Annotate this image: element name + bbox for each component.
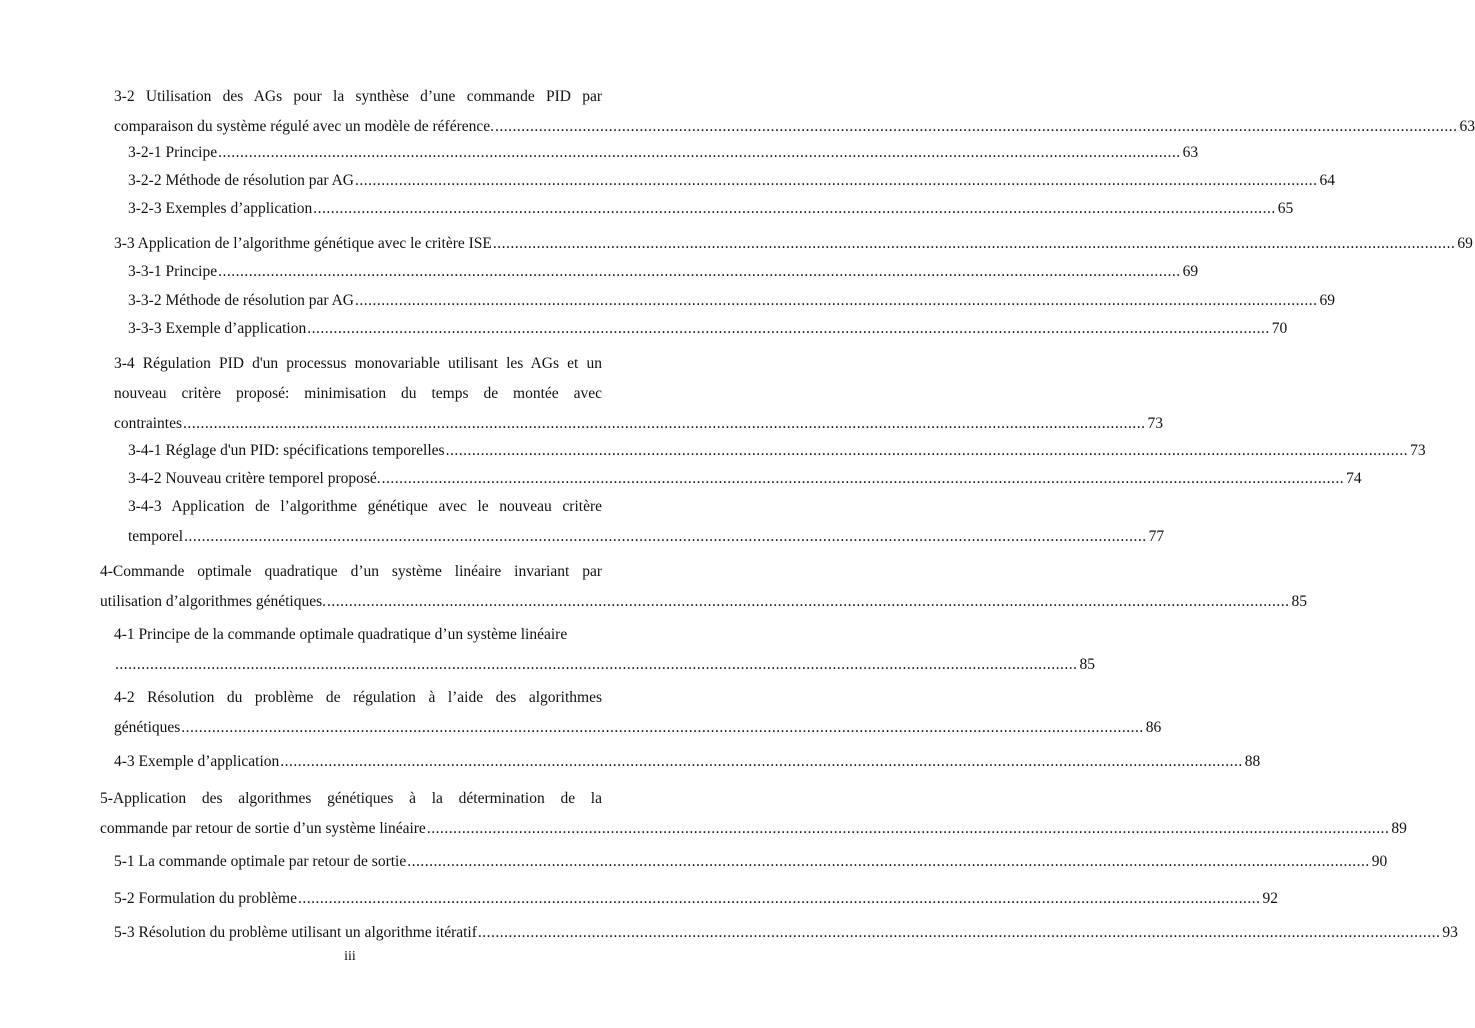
- toc-entry-3-2-3[interactable]: [128, 194, 1294, 224]
- dot-leader: ............................................................................................................................................................................................................................: [297, 890, 1261, 907]
- dot-leader: ............................................................................................................................................................................................................................: [181, 719, 1144, 736]
- toc-entry-3-3[interactable]: [114, 229, 1473, 259]
- toc-entry-3-2[interactable]: [114, 82, 1475, 142]
- toc-page-number: 92: [1262, 890, 1278, 907]
- toc-entry-3-3-2[interactable]: [128, 286, 1335, 316]
- dot-leader: ............................................................................................................................................................................................................................: [218, 144, 1181, 161]
- toc-entry-text: nouveau critère proposé: minimisation du temps de montée avec: [114, 385, 602, 402]
- toc-page-number: 64: [1319, 172, 1335, 189]
- toc-entry-4-2[interactable]: [114, 683, 1162, 743]
- toc-page-number: 85: [1291, 593, 1307, 610]
- dot-leader: ............................................................................................................................................................................................................................: [115, 656, 1078, 673]
- dot-leader: ............................................................................................................................................................................................................................: [381, 470, 1345, 487]
- dot-leader: ............................................................................................................................................................................................................................: [218, 263, 1181, 280]
- toc-entry-text: 3-4 Régulation PID d'un processus monovariable utilisant les AGs et un: [114, 355, 602, 372]
- toc-entry-text: 3-3 Application de l’algorithme génétique avec le critère ISE: [114, 235, 492, 252]
- toc-page-number: 77: [1148, 528, 1165, 545]
- dot-leader: ............................................................................................................................................................................................................................: [280, 753, 1243, 770]
- toc-entry-text: 4-3 Exemple d’application: [114, 753, 280, 770]
- toc-page-number: 70: [1271, 320, 1288, 337]
- toc-entry-text: 3-2-3 Exemples d’application: [128, 200, 313, 217]
- toc-page-number: 63: [1459, 118, 1475, 135]
- toc-entry-4[interactable]: [100, 557, 1307, 617]
- toc-entry-text: 4-2 Résolution du problème de régulation à l’aide des algorithmes: [114, 689, 602, 706]
- toc-entry-text: 5-2 Formulation du problème: [114, 890, 297, 907]
- dot-leader: ............................................................................................................................................................................................................................: [355, 292, 1318, 309]
- toc-entry-3-4-1[interactable]: [128, 436, 1426, 466]
- dot-leader: ............................................................................................................................................................................................................................: [307, 320, 1270, 337]
- toc-page-number: 65: [1277, 200, 1294, 217]
- toc-entry-3-3-3[interactable]: [128, 314, 1288, 344]
- toc-page-number: 74: [1346, 470, 1362, 487]
- toc-entry-text: temporel: [128, 528, 184, 545]
- toc-entry-text: contraintes: [114, 415, 183, 432]
- toc-entry-text: 3-4-1 Réglage d'un PID: spécifications temporelles: [128, 442, 445, 459]
- dot-leader: ............................................................................................................................................................................................................................: [355, 172, 1318, 189]
- toc-entry-text: 3-2-1 Principe: [128, 144, 218, 161]
- toc-page-number: 86: [1145, 719, 1162, 736]
- toc-entry-text: 5-3 Résolution du problème utilisant un algorithme itératif: [114, 924, 477, 941]
- toc-entry-text: commande par retour de sortie d’un système linéaire: [100, 820, 426, 837]
- toc-entry-text: 5-1 La commande optimale par retour de sortie: [114, 853, 407, 870]
- toc-page-number: 85: [1079, 656, 1095, 673]
- toc-entry-text: 3-2 Utilisation des AGs pour la synthèse d’une commande PID par: [114, 88, 602, 105]
- toc-entry-text: 3-2-2 Méthode de résolution par AG: [128, 172, 354, 189]
- dot-leader: ............................................................................................................................................................................................................................: [445, 442, 1409, 459]
- toc-entry-text: génétiques: [114, 719, 181, 736]
- toc-entry-text: 4-1 Principe de la commande optimale quadratique d’un système linéaire: [114, 626, 568, 643]
- dot-leader: ............................................................................................................................................................................................................................: [313, 200, 1276, 217]
- toc-page-number: 93: [1442, 924, 1458, 941]
- toc-entry-text: 3-4-2 Nouveau critère temporel proposé.: [128, 470, 381, 487]
- toc-entry-3-2-2[interactable]: [128, 166, 1335, 196]
- dot-leader: ............................................................................................................................................................................................................................: [407, 853, 1370, 870]
- toc-entry-3-4-2[interactable]: [128, 464, 1362, 494]
- dot-leader: ............................................................................................................................................................................................................................: [495, 118, 1458, 135]
- page-number: iii: [344, 949, 356, 964]
- toc-entry-text: 5-Application des algorithmes génétiques à la détermination de la: [100, 790, 602, 807]
- dot-leader: ............................................................................................................................................................................................................................: [183, 415, 1146, 432]
- dot-leader: ............................................................................................................................................................................................................................: [477, 924, 1441, 941]
- toc-entry-5-2[interactable]: [114, 884, 1278, 914]
- toc-page-number: 89: [1391, 820, 1407, 837]
- toc-entry-3-4[interactable]: [114, 349, 1164, 439]
- toc-entry-text: 3-4-3 Application de l’algorithme génétique avec le nouveau critère: [128, 498, 602, 515]
- toc-page-number: 73: [1410, 442, 1426, 459]
- dot-leader: ............................................................................................................................................................................................................................: [184, 528, 1147, 545]
- toc-entry-text: 3-3-3 Exemple d’application: [128, 320, 307, 337]
- toc-page-number: 69: [1182, 263, 1199, 280]
- toc-page-number: 63: [1182, 144, 1199, 161]
- toc-entry-text: utilisation d’algorithmes génétiques.: [100, 593, 326, 610]
- toc-entry-5-3[interactable]: [114, 918, 1458, 948]
- toc-entry-text: comparaison du système régulé avec un modèle de référence.: [114, 118, 495, 135]
- dot-leader: ............................................................................................................................................................................................................................: [492, 235, 1456, 252]
- dot-leader: ............................................................................................................................................................................................................................: [426, 820, 1390, 837]
- toc-page-number: 69: [1457, 235, 1473, 252]
- toc-entry-3-4-3[interactable]: [128, 492, 1165, 552]
- toc-entry-text: 4-Commande optimale quadratique d’un système linéaire invariant par: [100, 563, 602, 580]
- toc-entry-5[interactable]: [100, 784, 1407, 844]
- toc-page-number: 90: [1371, 853, 1388, 870]
- toc-page-number: 88: [1244, 753, 1261, 770]
- dot-leader: ............................................................................................................................................................................................................................: [327, 593, 1290, 610]
- toc-page-number: 69: [1319, 292, 1335, 309]
- toc-entry-3-3-1[interactable]: [128, 257, 1199, 287]
- toc-entry-5-1[interactable]: [114, 847, 1388, 877]
- toc-entry-text: 3-3-1 Principe: [128, 263, 218, 280]
- toc-entry-3-2-1[interactable]: [128, 138, 1199, 168]
- toc-entry-text: 3-3-2 Méthode de résolution par AG: [128, 292, 354, 309]
- toc-entry-4-3[interactable]: [114, 747, 1261, 777]
- toc-page-number: 73: [1147, 415, 1164, 432]
- toc-entry-4-1[interactable]: [114, 620, 1095, 680]
